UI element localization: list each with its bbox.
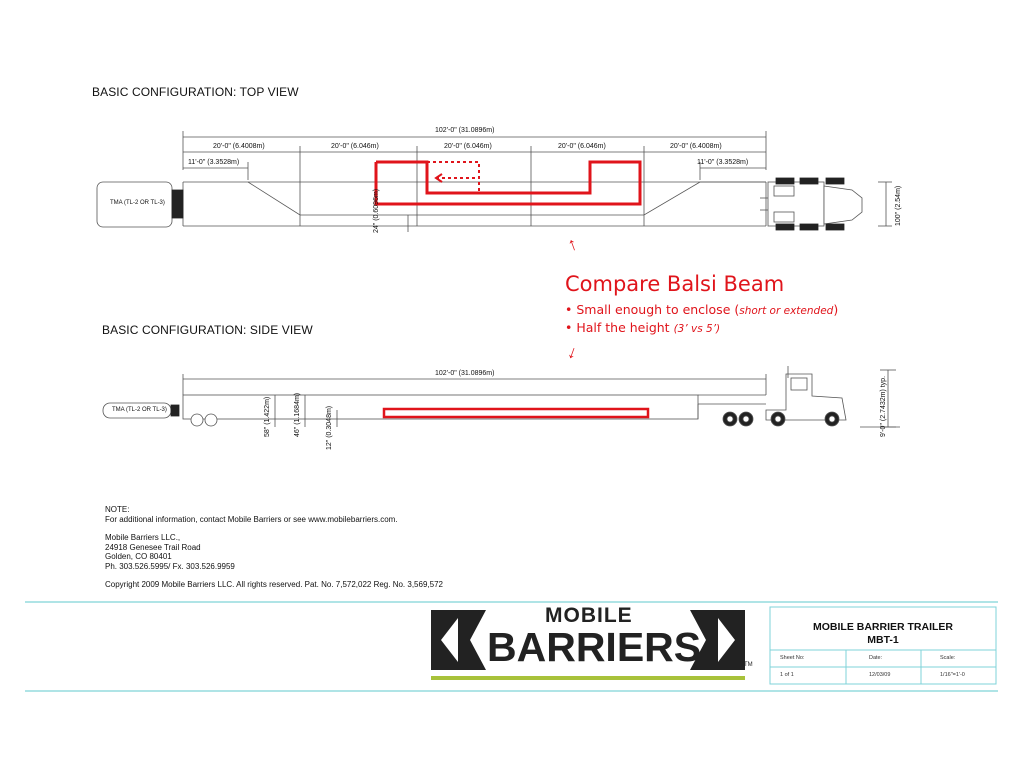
callout-line-1: • Small enough to enclose (short or extended) [565, 302, 839, 317]
callout-arrow-down: ↓ [565, 341, 581, 363]
side-dim-12: 12" (0.3048m) [326, 405, 333, 450]
balsi-beam-top-outline [376, 162, 640, 204]
top-seg-dim-3: 20'-0" (6.046m) [444, 143, 492, 150]
top-overall-dim: 102'-0" (31.0896m) [435, 127, 495, 134]
tb-value-sheet: 1 of 1 [780, 672, 794, 678]
tma-side-label: TMA (TL-2 OR TL-3) [112, 407, 167, 413]
logo-mobile-text: MOBILE [545, 604, 633, 627]
tb-header-scale: Scale: [940, 655, 956, 661]
note-company: Mobile Barriers LLC., [105, 533, 181, 543]
top-view-heading: BASIC CONFIGURATION: TOP VIEW [92, 85, 299, 99]
top-seg-dim-4: 20'-0" (6.046m) [558, 143, 606, 150]
note-phone: Ph. 303.526.5995/ Fx. 303.526.9959 [105, 561, 235, 571]
top-taper-left-dim: 11'-0" (3.3528m) [188, 159, 240, 166]
logo-left-chevron [431, 610, 486, 670]
logo-tm: TM [744, 662, 753, 668]
trailer-top-edge [183, 182, 766, 215]
callout-arrow-up: ↑ [564, 233, 580, 255]
top-taper-right-dim: 11'-0" (3.3528m) [697, 159, 749, 166]
top-seg-dim-5: 20'-0" (6.4008m) [670, 143, 722, 150]
logo-barriers-text: BARRIERS [487, 624, 702, 670]
side-dim-58: 58" (1.422m) [264, 396, 271, 437]
tb-header-sheet: Sheet No: [780, 655, 805, 661]
top-seg-dim-2: 20'-0" (6.046m) [331, 143, 379, 150]
balsi-beam-extended-outline [427, 162, 479, 193]
tb-header-date: Date: [869, 655, 883, 661]
side-dim-46: 46" (1.1684m) [294, 392, 301, 437]
note-street: 24918 Genesee Trail Road [105, 542, 201, 552]
title-block-title: MOBILE BARRIER TRAILER MBT-1 [813, 621, 953, 646]
note-label: NOTE: [105, 505, 130, 514]
side-overall-dim: 102'-0" (31.0896m) [435, 370, 495, 377]
top-overall-width-dim: 100" (2.54m) [895, 185, 902, 226]
top-seg-dim-1: 20'-0" (6.4008m) [213, 143, 265, 150]
side-height-dim: 9'-0" (2.7432m) typ. [880, 375, 887, 437]
tb-value-scale: 1/16"=1'-0 [940, 672, 965, 678]
tma-top-label: TMA (TL-2 OR TL-3) [110, 200, 165, 206]
callout-line-2: • Half the height (3’ vs 5’) [565, 320, 721, 335]
notes-block [105, 505, 443, 589]
tb-value-date: 12/03/09 [869, 672, 891, 678]
note-info: For additional information, contact Mobile Barriers or see www.mobilebarriers.com. [105, 514, 398, 524]
top-width-dim: 24" (0.6096m) [373, 188, 380, 233]
side-view-heading: BASIC CONFIGURATION: SIDE VIEW [102, 323, 313, 337]
trailer-side-body [183, 395, 698, 419]
note-city: Golden, CO 80401 [105, 552, 172, 562]
note-copyright: Copyright 2009 Mobile Barriers LLC. All rights reserved. Pat. No. 7,572,022 Reg. No. 3,569,572 [105, 579, 443, 589]
callout-title: Compare Balsi Beam [565, 272, 785, 296]
